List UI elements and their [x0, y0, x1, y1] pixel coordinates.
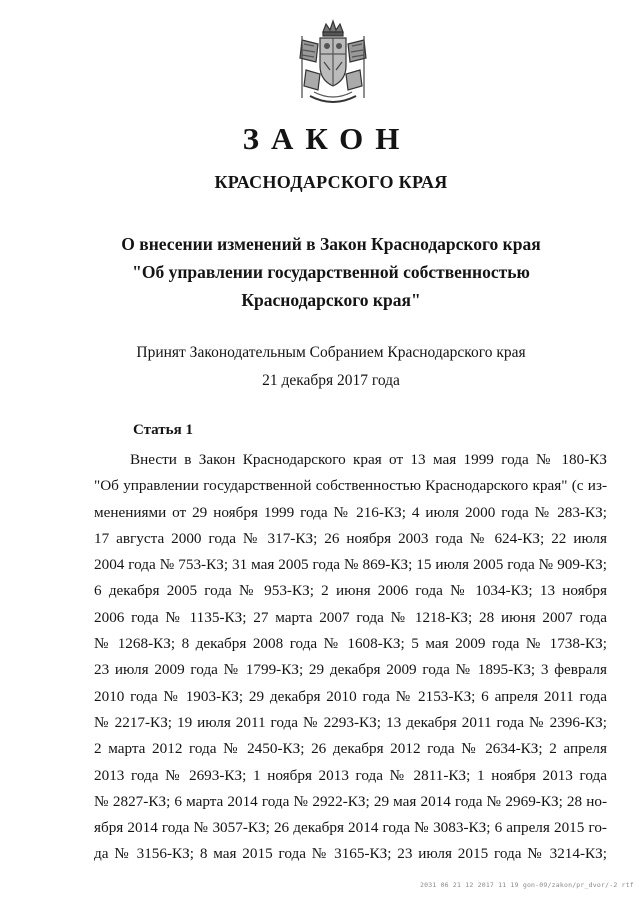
article-heading: Статья 1: [133, 422, 193, 438]
article-line: № 2827-КЗ; 6 марта 2014 года № 2922-КЗ; 29 мая 2014 года № 2969-КЗ; 28 но-: [94, 792, 607, 810]
article-line: 2013 года № 2693-КЗ; 1 ноября 2013 года № 2811-КЗ; 1 ноября 2013 года: [94, 766, 607, 784]
article-line: 2004 года № 753-КЗ; 31 мая 2005 года № 869-КЗ; 15 июля 2005 года № 909-КЗ;: [94, 556, 607, 574]
article-line: 2 марта 2012 года № 2450-КЗ; 26 декабря 2012 года № 2634-КЗ; 2 апреля: [94, 740, 607, 758]
article-body: [94, 447, 607, 868]
article-line: ября 2014 года № 3057-КЗ; 26 декабря 2014 года № 3083-КЗ; 6 апреля 2015 го-: [94, 819, 607, 837]
article-line: 2006 года № 1135-КЗ; 27 марта 2007 года № 1218-КЗ; 28 июня 2007 года: [94, 608, 607, 626]
article-line: № 1268-КЗ; 8 декабря 2008 года № 1608-КЗ; 5 мая 2009 года № 1738-КЗ;: [94, 635, 607, 653]
article-line: № 2217-КЗ; 19 июля 2011 года № 2293-КЗ; 13 декабря 2011 года № 2396-КЗ;: [94, 713, 607, 731]
region-title: КРАСНОДАРСКОГО КРАЯ: [214, 172, 448, 192]
article-line: "Об управлении государственной собственностью Краснодарского края" (с из-: [94, 477, 607, 495]
adoption-date: 21 декабря 2017 года: [262, 372, 400, 389]
krasnodar-coat-of-arms-icon: [296, 18, 370, 110]
law-title: ЗАКОН: [242, 121, 412, 156]
document-footer-mark: 2031 06 21 12 2017 11 19 gon-09/zakon/pr_dvor/-2 rtf: [420, 881, 634, 889]
adoption-info: [0, 339, 640, 395]
article-line: Внести в Закон Краснодарского края от 13 мая 1999 года № 180-КЗ: [130, 451, 607, 468]
subject-line: "Об управлении государственной собственностью: [132, 262, 530, 282]
article-line: 6 декабря 2005 года № 953-КЗ; 2 июня 2006 года № 1034-КЗ; 13 ноября: [94, 582, 607, 600]
article-line: 23 июля 2009 года № 1799-КЗ; 29 декабря 2009 года № 1895-КЗ; 3 февраля: [94, 661, 607, 679]
article-line: 2010 года № 1903-КЗ; 29 декабря 2010 года № 2153-КЗ; 6 апреля 2011 года: [94, 687, 607, 705]
law-subject: [0, 230, 640, 314]
subject-line: Краснодарского края": [241, 290, 421, 310]
article-line: да № 3156-КЗ; 8 мая 2015 года № 3165-КЗ; 23 июля 2015 года № 3214-КЗ;: [94, 845, 607, 863]
article-line: 17 августа 2000 года № 317-КЗ; 26 ноября 2003 года № 624-КЗ; 22 июля: [94, 529, 607, 547]
subject-line: О внесении изменений в Закон Краснодарского края: [121, 234, 541, 254]
adoption-line: Принят Законодательным Собранием Краснодарского края: [136, 344, 526, 361]
article-line: менениями от 29 ноября 1999 года № 216-КЗ; 4 июля 2000 года № 283-КЗ;: [94, 503, 607, 521]
